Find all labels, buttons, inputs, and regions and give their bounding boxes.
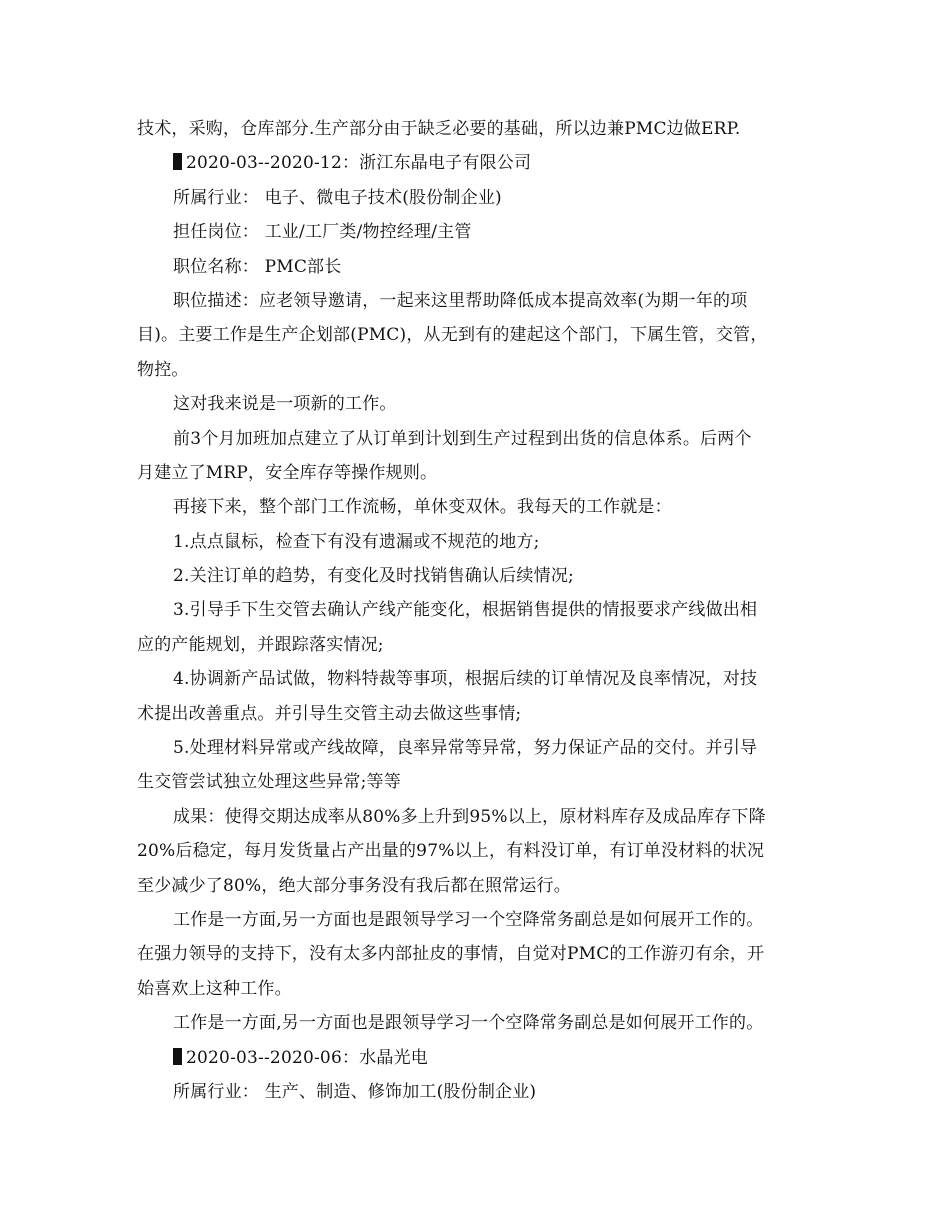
text-line bbox=[137, 112, 817, 146]
line-text: 物控。 bbox=[137, 359, 189, 380]
line-text: 4.协调新产品试做，物料特裁等事项，根据后续的订单情况及良率情况，对技 bbox=[173, 669, 758, 690]
text-line bbox=[137, 903, 817, 937]
text-line bbox=[137, 215, 817, 249]
line-text: 再接下来，整个部门工作流畅，单休变双休。我每天的工作就是： bbox=[173, 497, 672, 518]
text-line bbox=[137, 937, 817, 971]
text-line bbox=[137, 490, 817, 524]
line-text: 这对我来说是一项新的工作。 bbox=[173, 394, 397, 415]
line-text: 前3个月加班加点建立了从订单到计划到生产过程到出货的信息体系。后两个 bbox=[173, 428, 752, 449]
text-line bbox=[137, 250, 817, 284]
line-text: 所属行业： 电子、微电子技术(股份制企业) bbox=[173, 187, 502, 208]
section-heading-line bbox=[137, 146, 817, 180]
text-line bbox=[137, 765, 817, 799]
text-line bbox=[137, 1006, 817, 1040]
text-line bbox=[137, 662, 817, 696]
line-text: 术提出改善重点。并引导生交管主动去做这些事情; bbox=[137, 703, 522, 724]
line-text: 3.引导手下生交管去确认产线产能变化，根据销售提供的情报要求产线做出相 bbox=[173, 600, 758, 621]
bullet-marker-icon bbox=[173, 153, 182, 170]
text-line bbox=[137, 731, 817, 765]
line-text: 5.处理材料异常或产线故障，良率异常等异常，努力保证产品的交付。并引导 bbox=[173, 738, 758, 759]
line-text: 生交管尝试独立处理这些异常;等等 bbox=[137, 772, 401, 793]
text-line bbox=[137, 181, 817, 215]
bullet-marker-icon bbox=[173, 1048, 182, 1065]
line-text: 所属行业： 生产、制造、修饰加工(股份制企业) bbox=[173, 1081, 537, 1102]
text-line bbox=[137, 1075, 817, 1109]
line-text: 2020-03--2020-12：浙江东晶电子有限公司 bbox=[186, 153, 532, 174]
text-line bbox=[137, 972, 817, 1006]
line-text: 技术，采购，仓库部分.生产部分由于缺乏必要的基础，所以边兼PMC边做ERP. bbox=[137, 119, 741, 139]
line-text: 目)。主要工作是生产企划部(PMC)，从无到有的建起这个部门，下属生管，交管， bbox=[137, 325, 768, 346]
line-text: 20%后稳定，每月发货量占产出量的97%以上，有料没订单，有订单没材料的状况 bbox=[137, 841, 765, 862]
text-line bbox=[137, 800, 817, 834]
line-text: 工作是一方面,另一方面也是跟领导学习一个空降常务副总是如何展开工作的。 bbox=[173, 909, 764, 930]
line-text: 工作是一方面,另一方面也是跟领导学习一个空降常务副总是如何展开工作的。 bbox=[173, 1013, 764, 1034]
text-line bbox=[137, 422, 817, 456]
line-text: 至少减少了80%，绝大部分事务没有我后都在照常运行。 bbox=[137, 875, 571, 896]
section-heading-line bbox=[137, 1041, 817, 1075]
text-line bbox=[137, 834, 817, 868]
line-text: 成果：使得交期达成率从80%多上升到95%以上，原材料库存及成品库存下降 bbox=[173, 806, 766, 827]
line-text: 在强力领导的支持下，没有太多内部扯皮的事情，自觉对PMC的工作游刃有余，开 bbox=[137, 944, 765, 965]
line-text: 职位名称： PMC部长 bbox=[173, 256, 342, 277]
text-line bbox=[137, 869, 817, 903]
text-line bbox=[137, 697, 817, 731]
line-text: 始喜欢上这种工作。 bbox=[137, 978, 292, 999]
text-line bbox=[137, 284, 817, 318]
text-line bbox=[137, 387, 817, 421]
line-text: 2.关注订单的趋势，有变化及时找销售确认后续情况; bbox=[173, 566, 574, 587]
document-body bbox=[137, 112, 817, 1109]
text-line bbox=[137, 628, 817, 662]
line-text: 1.点点鼠标，检查下有没有遗漏或不规范的地方; bbox=[173, 531, 540, 552]
text-line bbox=[137, 456, 817, 490]
line-text: 职位描述：应老领导邀请，一起来这里帮助降低成本提高效率(为期一年的项 bbox=[173, 290, 748, 311]
text-line bbox=[137, 318, 817, 352]
text-line bbox=[137, 525, 817, 559]
text-line bbox=[137, 593, 817, 627]
line-text: 2020-03--2020-06：水晶光电 bbox=[186, 1047, 428, 1068]
line-text: 担任岗位： 工业/工厂类/物控经理/主管 bbox=[173, 222, 472, 243]
text-line bbox=[137, 559, 817, 593]
line-text: 月建立了MRP，安全库存等操作规则。 bbox=[137, 462, 438, 483]
line-text: 应的产能规划，并跟踪落实情况; bbox=[137, 634, 384, 655]
text-line bbox=[137, 353, 817, 387]
